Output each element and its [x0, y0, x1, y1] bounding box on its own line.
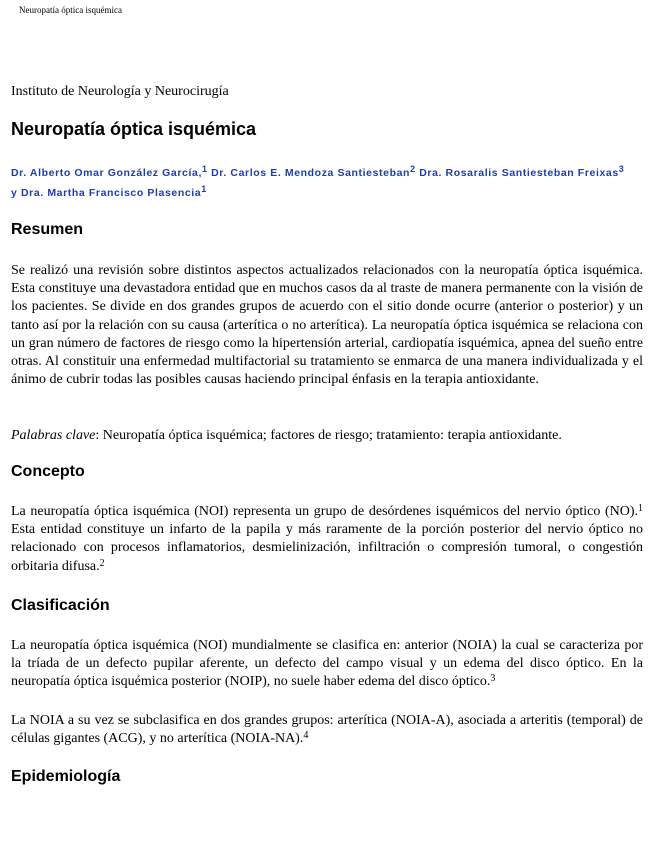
page-title: Neuropatía óptica isquémica — [11, 119, 257, 139]
concepto-text-a: La neuropatía óptica isquémica (NOI) representa un grupo de desórdenes isquémicos del nervio óptico (NO). — [11, 504, 638, 519]
section-heading-epidemiologia: Epidemiología — [11, 768, 121, 785]
section-heading-clasificacion: Clasificación — [11, 597, 110, 614]
citation-ref: 4 — [303, 730, 309, 742]
citation-ref: 2 — [99, 557, 105, 569]
section-heading-concepto: Concepto — [11, 463, 85, 480]
author-conjunction: y — [11, 187, 18, 199]
author-name: Dra. Rosaralis Santiesteban Freixas — [419, 167, 619, 179]
section-heading-resumen: Resumen — [11, 221, 84, 238]
citation-ref: 3 — [490, 673, 496, 685]
abstract-paragraph: Se realizó una revisión sobre distintos aspectos actualizados relacionados con la neuropatía óptica isquémica. Esta constituye una devastadora entidad que en muchos casos da al traste de manera permanente con la visión de los pacientes. Se divide en dos grandes grupos de acuerdo con el sitio donde ocurre (anterior o posterior) y un tanto así por la relación con su causa (arterítica o no arterítica). La neuropatía óptica isquémica se relaciona con un gran número de factores de riesgo como la hipertensión arterial, cardiopatía isquémica, apnea del sueño entre otras. Al constituir una enfermedad multifactorial su tratamiento se enmarca de una manera individualizada y el ánimo de cubrir todas las posibles causas haciendo principal énfasis en la terapia antioxidante. — [11, 263, 643, 388]
author-affiliation-ref: 3 — [618, 164, 625, 174]
author-affiliation-ref: 1 — [201, 164, 208, 174]
clasificacion-paragraph-1 — [11, 637, 643, 692]
author-name: Dr. Carlos E. Mendoza Santiesteban — [211, 167, 411, 179]
author-affiliation-ref: 2 — [410, 164, 416, 174]
clasificacion-paragraph-2 — [11, 712, 643, 748]
clasificacion-text-1: La neuropatía óptica isquémica (NOI) mundialmente se clasifica en: anterior (NOIA) la cual se caracteriza por la tríada de un defecto pupilar aferente, un defecto del campo visual y un edema del disco óptico. En la neuropatía óptica isquémica posterior (NOIP), no suele haber edema del disco óptico. — [11, 638, 643, 690]
concepto-paragraph — [11, 503, 643, 576]
concepto-text-b: Esta entidad constituye un infarto de la papila y más raramente de la porción posterior del nervio óptico no relacionado con procesos inflamatorios, desmielinización, infiltración o compresión tumoral, o congestión orbitaria difusa. — [11, 522, 643, 574]
author-name: Dr. Alberto Omar González García, — [11, 167, 202, 179]
institute-name: Instituto de Neurología y Neurocirugía — [11, 84, 229, 99]
citation-ref: 1 — [638, 503, 643, 514]
author-name: Dra. Martha Francisco Plasencia — [20, 187, 202, 199]
keywords-text: : Neuropatía óptica isquémica; factores de riesgo; tratamiento: terapia antioxidante. — [95, 428, 562, 443]
author-affiliation-ref: 1 — [201, 184, 207, 194]
page-header: Neuropatía óptica isquémica — [19, 5, 122, 15]
clasificacion-text-2: La NOIA a su vez se subclasifica en dos grandes grupos: arterítica (NOIA-A), asociada a arteritis (temporal) de células gigantes (ACG), y no arterítica (NOIA-NA). — [11, 713, 643, 747]
author-list — [11, 163, 631, 203]
keywords-paragraph — [11, 427, 643, 445]
keywords-label: Palabras clave — [11, 428, 96, 443]
